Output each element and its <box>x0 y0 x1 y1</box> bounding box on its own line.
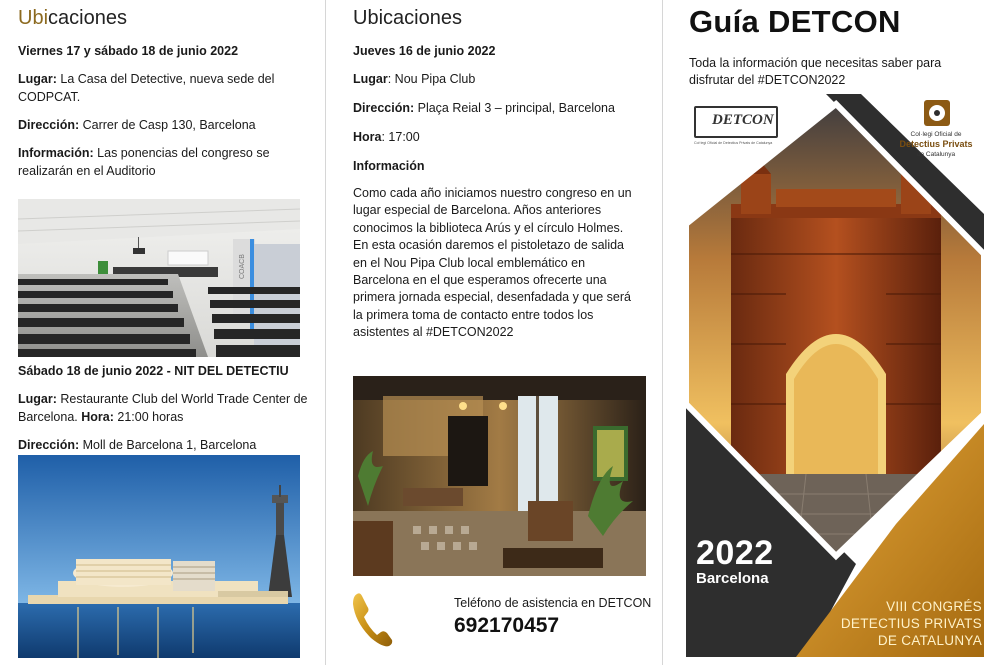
auditorium-sign: COACB <box>239 254 246 279</box>
event-date-2: Sábado 18 de junio 2022 - NIT DEL DETECTIU <box>18 364 289 378</box>
detcon-logo-caption: Col·legi Oficial de Detectius Privats de Catalunya <box>694 141 773 145</box>
event-info-1: Información: Las ponencias del congreso se realizarán en el Auditorio <box>18 146 270 178</box>
column-right <box>662 0 1000 665</box>
column-middle <box>326 0 661 665</box>
guide-title: Guía DETCON <box>689 4 901 39</box>
auditorium-photo <box>18 199 300 357</box>
poster-year: 2022 <box>696 534 774 572</box>
college-logo: Col·legi Oficial de Detectius Privats de Catalunya <box>892 100 980 166</box>
event-date-1: Viernes 17 y sábado 18 de junio 2022 <box>18 44 239 58</box>
section-title-ubicaciones-2: Ubicaciones <box>353 7 462 29</box>
event-lugar-1: Lugar: La Casa del Detective, nueva sede del CODPCAT. <box>18 72 275 104</box>
event-lugar-2: Lugar: Restaurante Club del World Trade Center de Barcelona. Hora: 21:00 horas <box>18 392 308 424</box>
event-direccion-2: Dirección: Moll de Barcelona 1, Barcelona <box>18 438 257 452</box>
event-lugar-3: Lugar: Nou Pipa Club <box>353 72 476 86</box>
congress-poster <box>686 94 984 657</box>
nou-pipa-club-photo <box>353 376 646 576</box>
event-hora-3: Hora: 17:00 <box>353 130 420 144</box>
poster-city: Barcelona <box>696 570 769 587</box>
event-direccion-1: Dirección: Carrer de Casp 130, Barcelona <box>18 118 256 132</box>
section-title-ubicaciones: Ubicaciones <box>18 7 127 29</box>
column-left <box>0 0 325 665</box>
detcon-logo: DETCON Col·legi Oficial de Detectius Privats de Catalunya <box>694 106 778 152</box>
event-direccion-3: Dirección: Plaça Reial 3 – principal, Barcelona <box>353 101 615 115</box>
world-trade-center-photo <box>18 455 300 658</box>
phone-label: Teléfono de asistencia en DETCON <box>454 596 652 610</box>
poster-congress-text: VIII CONGRÉS DETECTIUS PRIVATS DE CATALUNYA <box>840 599 982 648</box>
event-date-3: Jueves 16 de junio 2022 <box>353 44 496 58</box>
info-heading: Información <box>353 159 425 173</box>
phone-number[interactable]: 692170457 <box>454 614 560 637</box>
telephone-icon <box>351 588 395 650</box>
guide-subtitle: Toda la información que necesitas saber para disfrutar del #DETCON2022 <box>689 56 942 87</box>
info-body: Como cada año iniciamos nuestro congreso en un lugar especial de Barcelona. Años anteriores conocimos la biblioteca Arús y el círculo Holmes. En esta ocasión daremos el pistoletazo de salida en el Nou Pipa Club local emblemático en Barcelona en el que esperamos ofrecerte una primera jornada especial, desenfadada y que será la primera toma de contacto entre todos los asistentes al #DETCON2022 <box>353 186 632 340</box>
